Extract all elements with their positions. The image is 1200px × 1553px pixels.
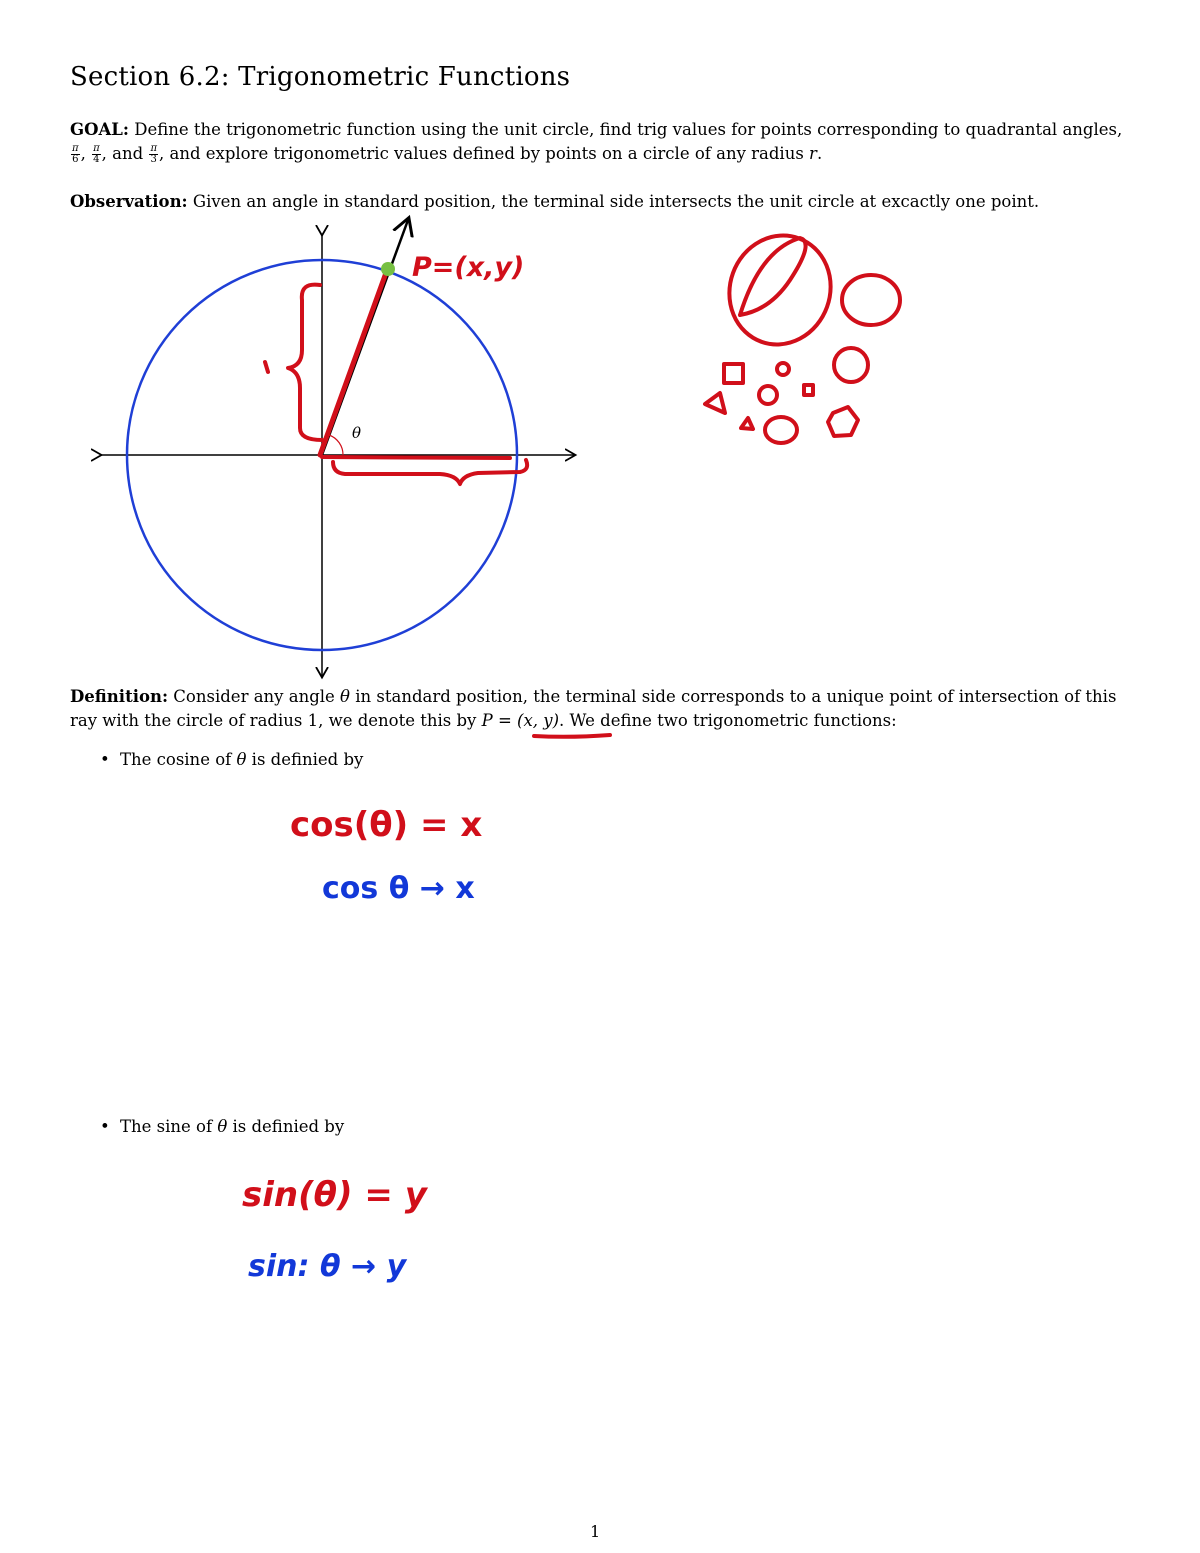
goal-text-2: , and explore trigonometric values defined by points on a circle of any radius [159,144,810,163]
definition-paragraph: Definition: Consider any angle θ in standard position, the terminal side corresponds to a unique point of intersection of this ray with the circle of radius 1, we denote this by P = (x, y). We define two trigonometric functions: [70,687,1117,730]
observation-label: Observation: [70,192,188,211]
doodle-hexagon [828,407,858,436]
doodle-square [724,364,743,383]
definition-point: P = (x, y) [481,711,560,730]
doodle-triangle-2 [741,418,753,429]
one-stroke [265,362,268,372]
angle-arc [329,435,343,455]
handwritten-sin-mapping: sin: θ → y [248,1249,407,1284]
doodle-small-square [804,385,813,395]
page-title: Section 6.2: Trigonometric Functions [70,62,571,92]
doodle-ellipse-bottom [765,417,797,443]
doodle-triangle-1 [705,393,725,413]
intersection-point [381,262,395,276]
doodle-small-circle-1 [777,363,789,375]
handwritten-sin-equation: sin(θ) = y [242,1175,427,1215]
handwritten-cos-equation: cos(θ) = x [290,805,483,845]
doodle-circle-2 [834,348,868,382]
fraction-pi-3: $\frac{\pi}{3}$ [150,143,158,165]
annotation-point-label: P=(x,y) [412,252,525,283]
definition-label: Definition: [70,687,169,706]
doodle-ellipse-right [842,275,900,325]
goal-text-1: Define the trigonometric function using the unit circle, find trig values for points corresponding to quadrantal angles, [128,120,1123,139]
bracket-vertical [288,285,322,440]
figure-annotations [265,221,900,737]
bracket-horizontal [322,457,527,484]
fraction-pi-4: $\frac{\pi}{4}$ [93,143,100,165]
goal-label: GOAL: [70,120,129,139]
fraction-pi-6: $\frac{\pi}{6}$ [72,143,79,165]
observation-text: Given an angle in standard position, the terminal side intersects the unit circle at excactly one point. [187,192,1040,211]
bullet-sine: • The sine of θ is definied by [100,1117,345,1136]
handwritten-cos-mapping: cos θ → x [322,871,475,906]
theta-label: θ [352,424,362,442]
bullet-cosine: • The cosine of θ is definied by [100,750,364,769]
doodle-circle-3 [759,386,777,404]
goal-paragraph: GOAL: Define the trigonometric function using the unit circle, find trig values for points corresponding to quadrantal angles, $\frac{\pi}{6}$ , $\frac{\pi}{4}$ , and $\frac{\pi}{3}$ , and explore trigonometric values defined by points on a circle of any radius r. [70,120,1123,165]
page-number: 1 [590,1522,601,1541]
definition-underline [534,735,610,737]
